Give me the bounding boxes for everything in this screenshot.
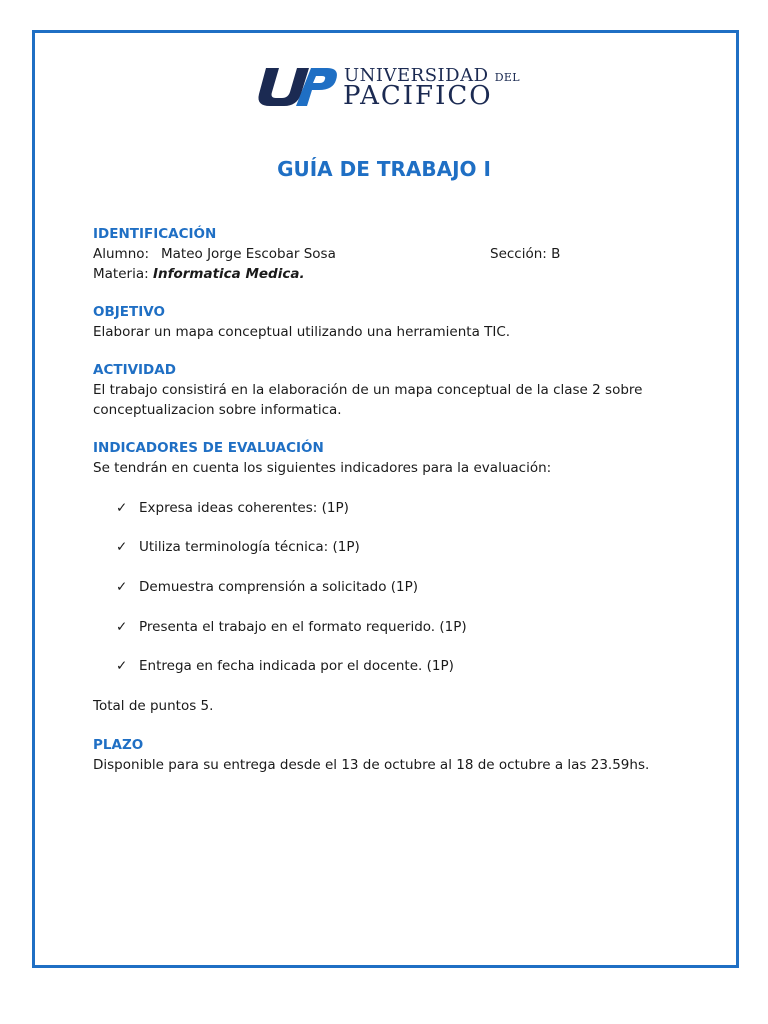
actividad-line-2: conceptualizacion sobre informatica. — [93, 402, 342, 418]
list-item: ✓ Entrega en fecha indicada por el docente. (1P) — [116, 658, 454, 674]
total-text: Total de puntos 5. — [93, 698, 214, 714]
identificacion-heading: IDENTIFICACIÓN — [93, 226, 217, 242]
alumno-label: Alumno: — [93, 246, 150, 262]
list-item: ✓ Presenta el trabajo en el formato requerido. (1P) — [116, 619, 467, 635]
identificacion-section — [93, 224, 560, 284]
indicadores-heading: INDICADORES DE EVALUACIÓN — [93, 440, 324, 456]
actividad-line-1: El trabajo consistirá en la elaboración de un mapa conceptual de la clase 2 sobre — [93, 382, 643, 398]
university-logo — [256, 62, 520, 111]
checkmark-icon: ✓ — [116, 500, 128, 516]
materia-label: Materia: — [93, 266, 149, 282]
list-item: ✓ Demuestra comprensión a solicitado (1P) — [116, 579, 419, 595]
alumno-value: Mateo Jorge Escobar Sosa — [161, 246, 336, 262]
materia-value: Informatica Medica. — [152, 266, 305, 282]
page-title: GUÍA DE TRABAJO I — [277, 157, 491, 181]
plazo-section — [93, 735, 649, 775]
indicadores-section — [93, 438, 551, 478]
checkmark-icon: ✓ — [116, 619, 128, 635]
seccion-value: Sección: B — [490, 246, 561, 262]
logo-line-1: UNIVERSIDAD DEL — [344, 65, 520, 86]
objetivo-text: Elaborar un mapa conceptual utilizando una herramienta TIC. — [93, 324, 511, 340]
actividad-heading: ACTIVIDAD — [93, 362, 176, 378]
indicadores-intro: Se tendrán en cuenta los siguientes indicadores para la evaluación: — [93, 460, 552, 476]
actividad-section — [93, 360, 642, 420]
objetivo-heading: OBJETIVO — [93, 304, 165, 320]
checkmark-icon: ✓ — [116, 579, 128, 595]
checkmark-icon: ✓ — [116, 658, 128, 674]
plazo-text: Disponible para su entrega desde el 13 de octubre al 18 de octubre a las 23.59hs. — [93, 757, 650, 773]
alumno-row — [93, 244, 560, 264]
objetivo-section — [93, 302, 510, 342]
up-logo-icon — [256, 62, 338, 110]
plazo-heading: PLAZO — [93, 737, 144, 753]
checkmark-icon: ✓ — [116, 539, 128, 555]
list-item: ✓ Utiliza terminología técnica: (1P) — [116, 539, 360, 555]
logo-line-2: PACIFICO — [343, 81, 493, 111]
list-item: ✓ Expresa ideas coherentes: (1P) — [116, 500, 349, 516]
materia-row — [93, 264, 560, 284]
